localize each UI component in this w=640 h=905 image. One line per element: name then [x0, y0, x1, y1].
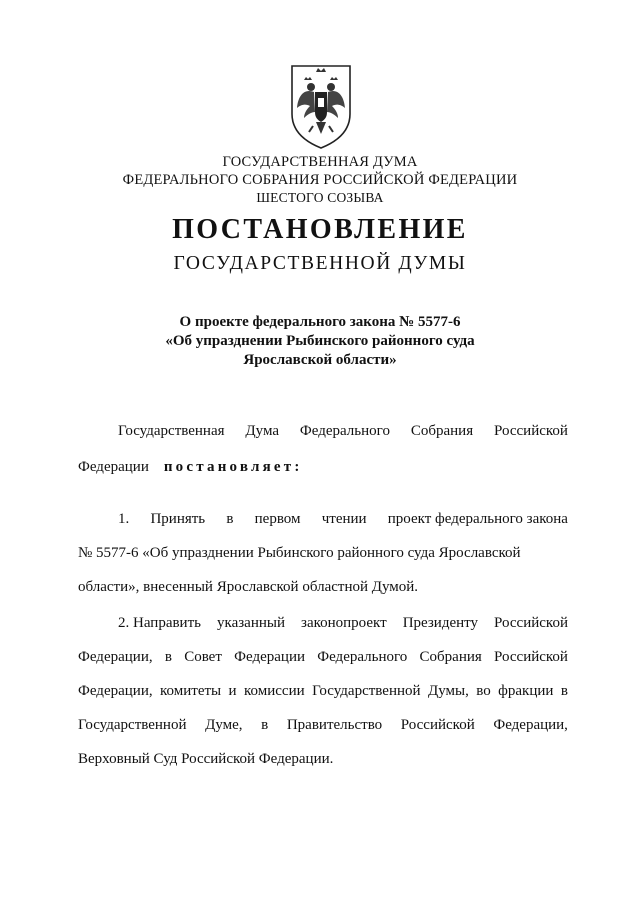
preamble-federation: Федерации	[78, 459, 149, 475]
item2-word: Федерации,	[493, 717, 568, 733]
item1-number: 1.	[118, 511, 130, 527]
item2-word: законопроект	[301, 615, 387, 631]
item2-line2	[78, 648, 568, 667]
item2-word: Федерации,	[78, 683, 153, 699]
item2-word: комитеты	[160, 683, 222, 699]
item2-word: в	[261, 717, 269, 733]
item2-word: в	[164, 649, 172, 665]
item1-word: чтении	[321, 511, 367, 527]
item2-word: и	[228, 683, 237, 699]
preamble-word: Собрания	[410, 423, 474, 439]
item2-word: Федерации	[234, 649, 305, 665]
preamble-line1	[118, 422, 568, 441]
preamble-word: Государственная	[118, 423, 225, 439]
item1-line2: № 5577-6 «Об упразднении Рыбинского районного суда Ярославской	[78, 545, 521, 561]
item2-word: Государственной	[312, 683, 421, 699]
convocation-line: ШЕСТОГО СОЗЫВА	[256, 190, 384, 205]
item2-word: Федерации,	[78, 649, 153, 665]
item2-line3	[78, 682, 568, 701]
subject-line2: «Об упразднении Рыбинского районного суда	[165, 333, 475, 349]
subject-line3: Ярославской области»	[243, 352, 397, 368]
item2-word: Правительство	[286, 717, 383, 733]
item2-word: Российской	[494, 615, 568, 631]
preamble-word: Дума	[245, 423, 280, 439]
item2-word: Думы,	[427, 683, 469, 699]
document-title: ПОСТАНОВЛЕНИЕ	[172, 214, 468, 245]
item2-word: Федерального	[317, 649, 408, 665]
item1-line3: области», внесенный Ярославской областной Думой.	[78, 579, 419, 595]
decree-word: постановляет:	[163, 459, 303, 475]
item2-line5: Верховный Суд Российской Федерации.	[78, 751, 334, 767]
item1-word: проект федерального закона	[387, 511, 568, 527]
preamble-line2	[78, 458, 568, 477]
item2-word: Совет	[184, 649, 222, 665]
item2-word: Государственной	[78, 717, 187, 733]
item2-line4	[78, 716, 568, 735]
item2-word: Российской	[494, 649, 568, 665]
item2-word: в	[560, 683, 568, 699]
item2-word: Думе,	[205, 717, 243, 733]
coat-of-arms-icon	[286, 62, 356, 150]
item1-word: первом	[254, 511, 301, 527]
item2-word: 2. Направить	[118, 615, 201, 631]
item2-word: Собрания	[419, 649, 482, 665]
item2-word: указанный	[217, 615, 285, 631]
org-name-line2: ФЕДЕРАЛЬНОГО СОБРАНИЯ РОССИЙСКОЙ ФЕДЕРАЦИИ	[122, 172, 518, 188]
item2-word: Президенту	[402, 615, 479, 631]
org-name-line1: ГОСУДАРСТВЕННАЯ ДУМА	[222, 154, 418, 170]
item2-word: во	[476, 683, 491, 699]
item1-word: Принять	[150, 511, 206, 527]
subject-line1: О проекте федерального закона № 5577-6	[179, 314, 461, 330]
preamble-word: Российской	[494, 423, 568, 439]
item2-line1	[118, 614, 568, 633]
item1-line1	[118, 510, 568, 529]
preamble-word: Федерального	[299, 423, 390, 439]
document-subtitle: ГОСУДАРСТВЕННОЙ ДУМЫ	[173, 253, 467, 274]
item2-word: фракции	[498, 683, 554, 699]
item2-word: Российской	[400, 717, 475, 733]
item1-word: в	[226, 511, 234, 527]
item2-word: комиссии	[244, 683, 305, 699]
